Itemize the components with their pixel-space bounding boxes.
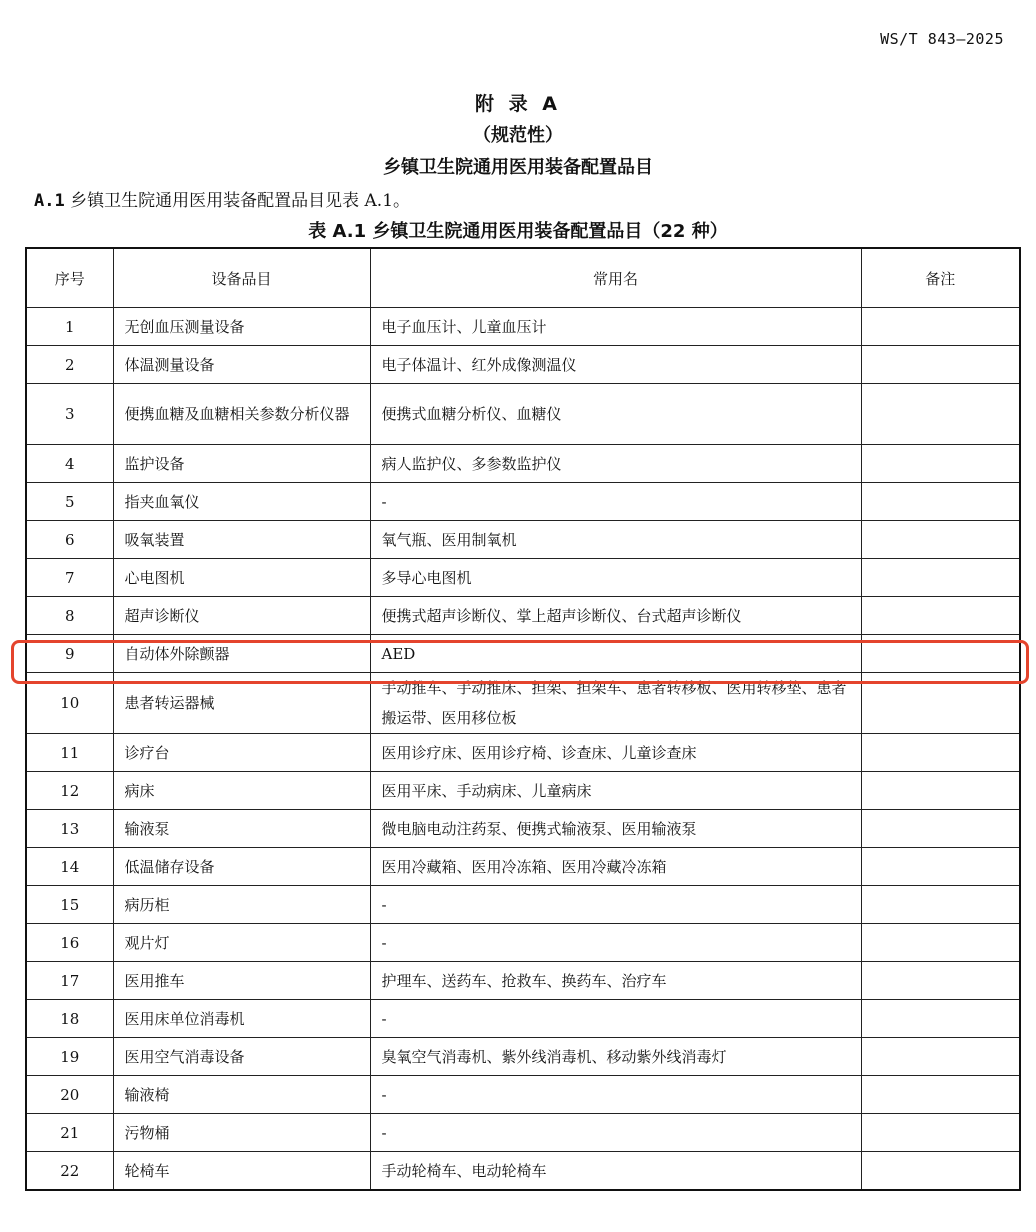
cell-common-name: 氧气瓶、医用制氧机 — [370, 521, 861, 559]
table-row — [26, 924, 1020, 962]
cell-no: 9 — [26, 635, 113, 673]
highlight-box — [11, 640, 1029, 684]
cell-note — [861, 848, 1020, 886]
cell-no: 13 — [26, 810, 113, 848]
cell-no: 22 — [26, 1152, 113, 1191]
cell-item: 病床 — [113, 772, 370, 810]
cell-no: 14 — [26, 848, 113, 886]
cell-no: 21 — [26, 1114, 113, 1152]
cell-no: 4 — [26, 445, 113, 483]
cell-note — [861, 1152, 1020, 1191]
table-row — [26, 346, 1020, 384]
cell-note — [861, 924, 1020, 962]
table-row — [26, 848, 1020, 886]
cell-item: 指夹血氧仪 — [113, 483, 370, 521]
cell-common-name: 微电脑电动注药泵、便携式输液泵、医用输液泵 — [370, 810, 861, 848]
cell-common-name: - — [370, 1076, 861, 1114]
intro-number: A.1 — [34, 191, 65, 211]
cell-no: 11 — [26, 734, 113, 772]
cell-no: 10 — [26, 673, 113, 734]
appendix-nature: （规范性） — [473, 125, 563, 146]
cell-no: 15 — [26, 886, 113, 924]
table-row — [26, 962, 1020, 1000]
table-row — [26, 521, 1020, 559]
cell-common-name: AED — [370, 635, 861, 673]
cell-common-name: 医用冷藏箱、医用冷冻箱、医用冷藏冷冻箱 — [370, 848, 861, 886]
table-row — [26, 445, 1020, 483]
intro-text: 乡镇卫生院通用医用装备配置品目见表 A.1。 — [70, 191, 411, 211]
cell-note — [861, 810, 1020, 848]
standard-code: WS/T 843—2025 — [880, 30, 1004, 48]
cell-note — [861, 1114, 1020, 1152]
cell-no: 7 — [26, 559, 113, 597]
cell-item: 无创血压测量设备 — [113, 308, 370, 346]
table-caption: 表 A.1 乡镇卫生院通用医用装备配置品目（22 种） — [308, 221, 728, 242]
cell-note — [861, 445, 1020, 483]
intro-paragraph — [34, 186, 410, 211]
cell-no: 3 — [26, 384, 113, 445]
cell-common-name: - — [370, 1000, 861, 1038]
cell-note — [861, 384, 1020, 445]
cell-no: 20 — [26, 1076, 113, 1114]
cell-note — [861, 772, 1020, 810]
cell-item: 医用推车 — [113, 962, 370, 1000]
cell-note — [861, 1000, 1020, 1038]
cell-no: 12 — [26, 772, 113, 810]
cell-no: 18 — [26, 1000, 113, 1038]
cell-note — [861, 734, 1020, 772]
appendix-title: 附 录 A — [475, 93, 561, 115]
cell-no: 6 — [26, 521, 113, 559]
cell-common-name: 医用诊疗床、医用诊疗椅、诊查床、儿童诊查床 — [370, 734, 861, 772]
cell-item: 自动体外除颤器 — [113, 635, 370, 673]
table-row — [26, 1000, 1020, 1038]
cell-no: 2 — [26, 346, 113, 384]
cell-item: 输液椅 — [113, 1076, 370, 1114]
cell-no: 16 — [26, 924, 113, 962]
table-header-row — [26, 248, 1020, 308]
cell-item: 医用床单位消毒机 — [113, 1000, 370, 1038]
cell-item: 患者转运器械 — [113, 673, 370, 734]
cell-common-name: 多导心电图机 — [370, 559, 861, 597]
cell-common-name: 便携式血糖分析仪、血糖仪 — [370, 384, 861, 445]
cell-note — [861, 559, 1020, 597]
column-header-item: 设备品目 — [113, 248, 370, 308]
cell-common-name: - — [370, 886, 861, 924]
cell-common-name: 病人监护仪、多参数监护仪 — [370, 445, 861, 483]
cell-item: 污物桶 — [113, 1114, 370, 1152]
column-header-no: 序号 — [26, 248, 113, 308]
cell-note — [861, 521, 1020, 559]
table-row — [26, 734, 1020, 772]
cell-common-name: - — [370, 1114, 861, 1152]
table-row — [26, 1152, 1020, 1191]
cell-item: 体温测量设备 — [113, 346, 370, 384]
table-row — [26, 1114, 1020, 1152]
cell-item: 观片灯 — [113, 924, 370, 962]
cell-item: 病历柜 — [113, 886, 370, 924]
table-row — [26, 483, 1020, 521]
appendix-heading: 乡镇卫生院通用医用装备配置品目 — [383, 157, 653, 178]
cell-common-name: 臭氧空气消毒机、紫外线消毒机、移动紫外线消毒灯 — [370, 1038, 861, 1076]
table-row — [26, 886, 1020, 924]
table-row — [26, 1076, 1020, 1114]
cell-common-name: 电子血压计、儿童血压计 — [370, 308, 861, 346]
cell-no: 5 — [26, 483, 113, 521]
cell-note — [861, 1076, 1020, 1114]
cell-common-name: 护理车、送药车、抢救车、换药车、治疗车 — [370, 962, 861, 1000]
table-row — [26, 810, 1020, 848]
cell-common-name: 便携式超声诊断仪、掌上超声诊断仪、台式超声诊断仪 — [370, 597, 861, 635]
cell-item: 诊疗台 — [113, 734, 370, 772]
cell-note — [861, 1038, 1020, 1076]
cell-note — [861, 886, 1020, 924]
cell-item: 吸氧装置 — [113, 521, 370, 559]
cell-no: 19 — [26, 1038, 113, 1076]
cell-item: 输液泵 — [113, 810, 370, 848]
cell-item: 心电图机 — [113, 559, 370, 597]
table-row — [26, 1038, 1020, 1076]
table-row — [26, 559, 1020, 597]
cell-note — [861, 346, 1020, 384]
cell-item: 监护设备 — [113, 445, 370, 483]
cell-item: 轮椅车 — [113, 1152, 370, 1191]
table-row — [26, 772, 1020, 810]
table-row — [26, 384, 1020, 445]
cell-item: 超声诊断仪 — [113, 597, 370, 635]
equipment-table — [25, 247, 1021, 1191]
cell-common-name: 手动推车、手动推床、担架、担架车、患者转移板、医用转移垫、患者搬运带、医用移位板 — [370, 673, 861, 734]
cell-common-name: 医用平床、手动病床、儿童病床 — [370, 772, 861, 810]
column-header-note: 备注 — [861, 248, 1020, 308]
cell-note — [861, 962, 1020, 1000]
cell-common-name: 电子体温计、红外成像测温仪 — [370, 346, 861, 384]
cell-note — [861, 597, 1020, 635]
cell-note — [861, 483, 1020, 521]
column-header-common-name: 常用名 — [370, 248, 861, 308]
cell-common-name: - — [370, 483, 861, 521]
cell-common-name: - — [370, 924, 861, 962]
cell-item: 低温储存设备 — [113, 848, 370, 886]
cell-item: 便携血糖及血糖相关参数分析仪器 — [113, 384, 370, 445]
cell-no: 1 — [26, 308, 113, 346]
cell-note — [861, 308, 1020, 346]
cell-no: 17 — [26, 962, 113, 1000]
cell-item: 医用空气消毒设备 — [113, 1038, 370, 1076]
cell-no: 8 — [26, 597, 113, 635]
table-row — [26, 308, 1020, 346]
table-row — [26, 597, 1020, 635]
cell-common-name: 手动轮椅车、电动轮椅车 — [370, 1152, 861, 1191]
